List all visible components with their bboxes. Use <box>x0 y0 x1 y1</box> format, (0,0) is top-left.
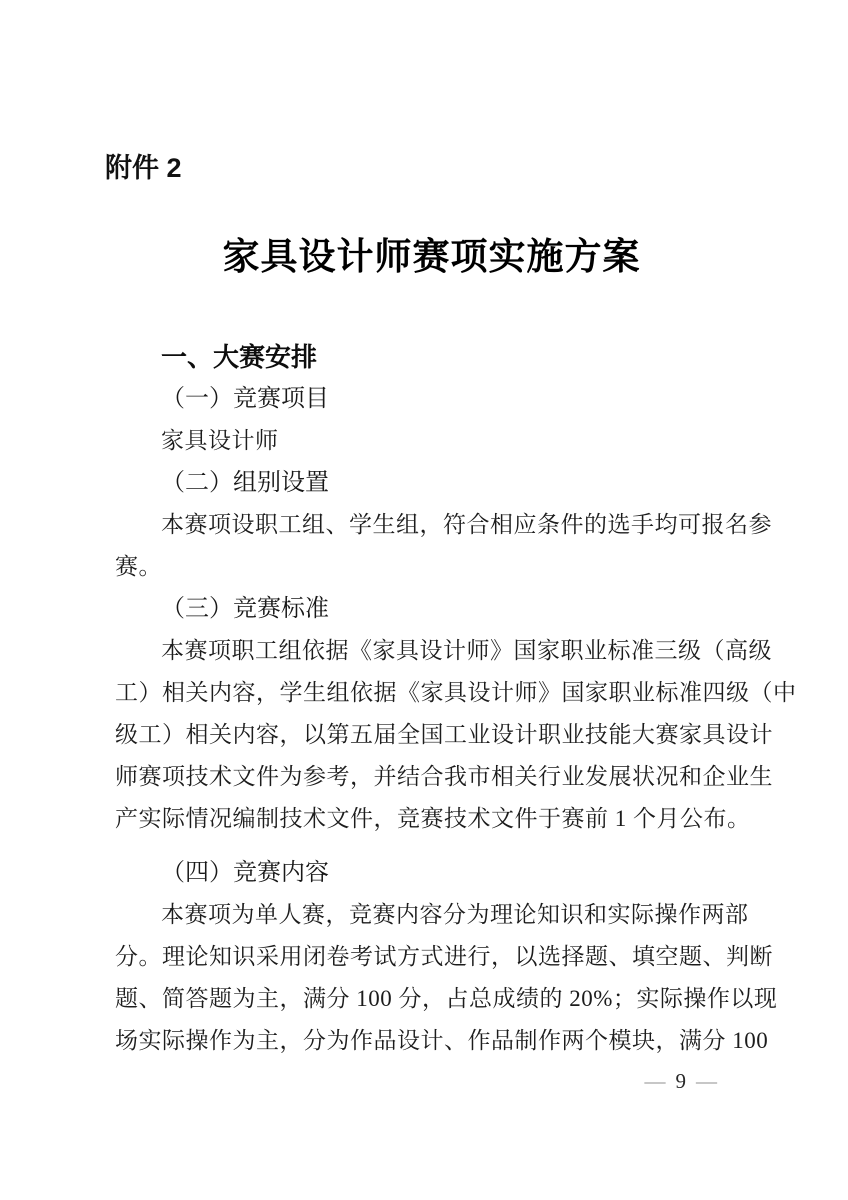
body-line: 工）相关内容，学生组依据《家具设计师》国家职业标准四级（中 <box>115 680 797 705</box>
subsection-heading-1: （一）竞赛项目 <box>161 386 329 412</box>
attachment-label: 附件 2 <box>105 153 182 183</box>
body-line: 场实际操作为主，分为作品设计、作品制作两个模块，满分 100 <box>115 1028 769 1053</box>
body-line: 师赛项技术文件为参考，并结合我市相关行业发展状况和企业生 <box>115 764 773 789</box>
subsection-heading-2: （二）组别设置 <box>161 470 329 496</box>
body-line: 本赛项设职工组、学生组，符合相应条件的选手均可报名参 <box>161 512 772 537</box>
body-line: 题、简答题为主，满分 100 分，占总成绩的 20%；实际操作以现 <box>115 986 778 1011</box>
section-heading-1: 一、大赛安排 <box>161 342 318 372</box>
body-line: 本赛项为单人赛，竞赛内容分为理论知识和实际操作两部 <box>161 902 749 927</box>
page-number-dash-right: — <box>696 1069 717 1093</box>
document-title: 家具设计师赛项实施方案 <box>222 237 641 278</box>
body-line: 本赛项职工组依据《家具设计师》国家职业标准三级（高级 <box>161 638 772 663</box>
page-number-value: 9 <box>675 1069 686 1093</box>
body-line: 产实际情况编制技术文件，竞赛技术文件于赛前 1 个月公布。 <box>115 806 751 831</box>
body-line: 家具设计师 <box>161 428 279 453</box>
body-line: 级工）相关内容，以第五届全国工业设计职业技能大赛家具设计 <box>115 722 773 747</box>
body-line: 赛。 <box>115 554 162 579</box>
page-number <box>635 1068 728 1094</box>
body-line: 分。理论知识采用闭卷考试方式进行，以选择题、填空题、判断 <box>115 944 773 969</box>
page-number-dash-left: — <box>644 1069 666 1093</box>
subsection-heading-4: （四）竞赛内容 <box>161 860 329 886</box>
subsection-heading-3: （三）竞赛标准 <box>161 596 329 622</box>
